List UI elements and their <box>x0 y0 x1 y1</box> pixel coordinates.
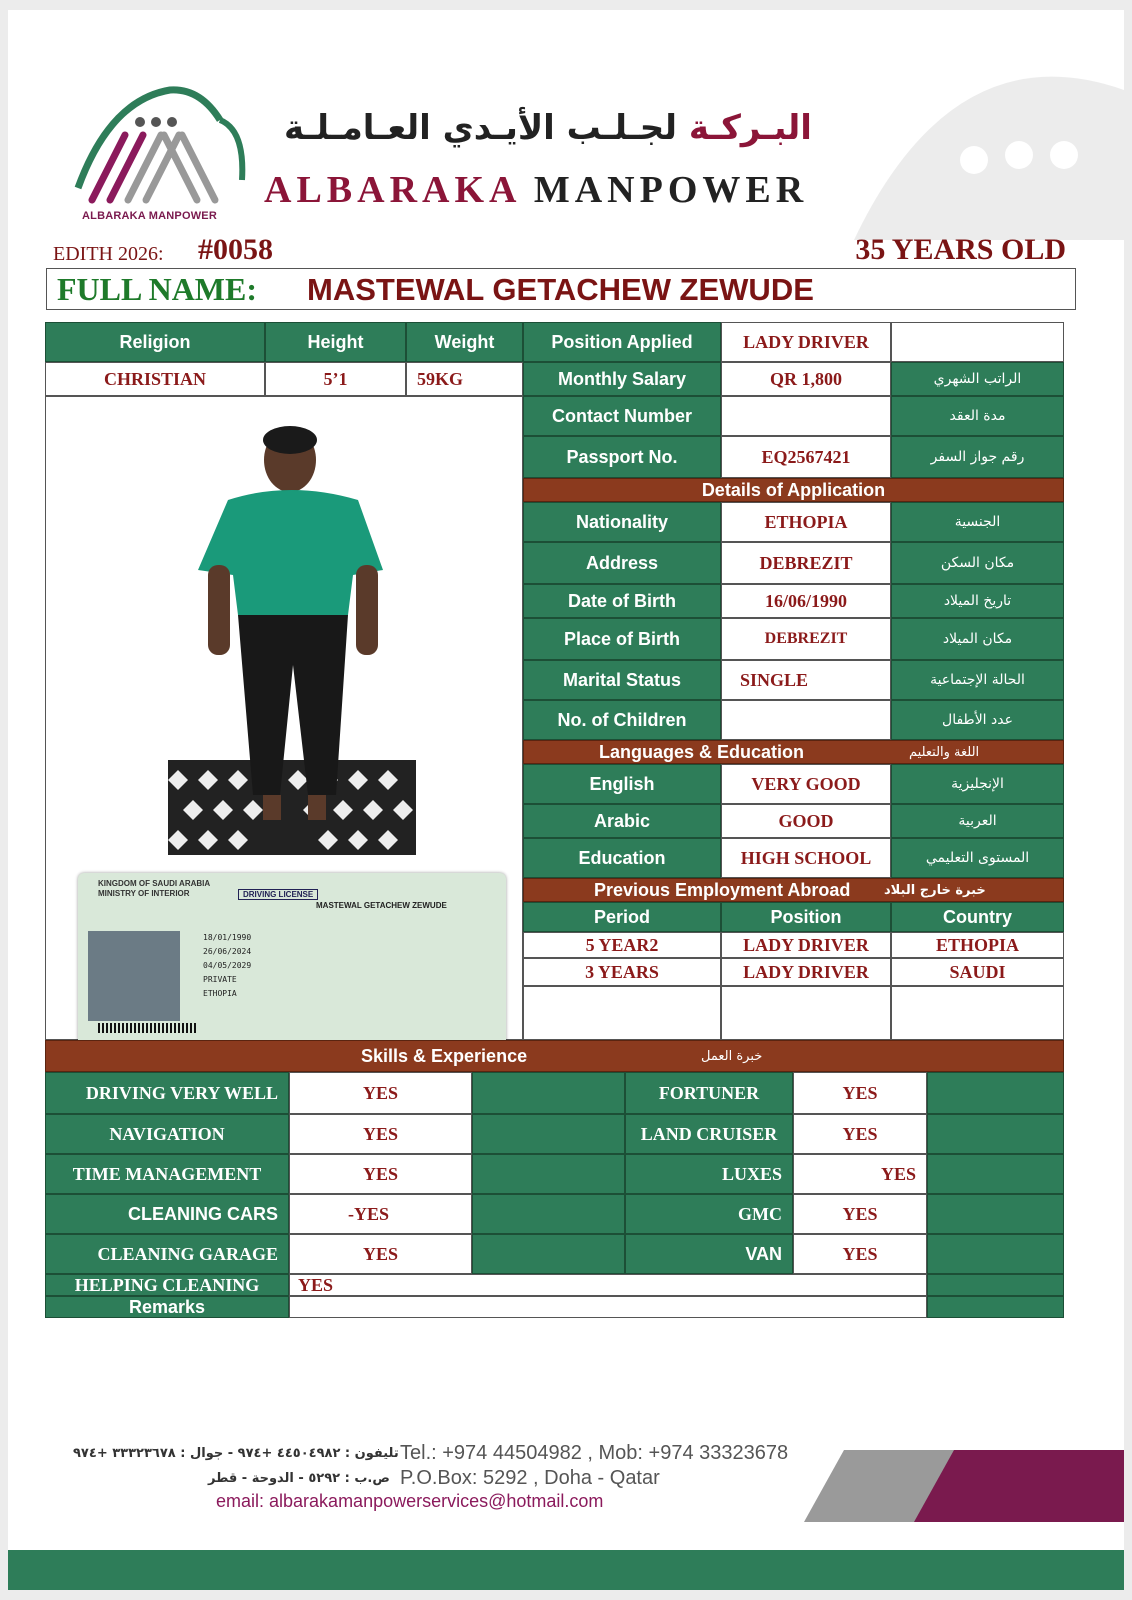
skill-spacer <box>472 1154 625 1194</box>
skill-navigation-label: NAVIGATION <box>45 1114 289 1154</box>
skill-cleaning-cars-label: CLEANING CARS <box>45 1194 289 1234</box>
marital-status-label: Marital Status <box>523 660 721 700</box>
skill-land-cruiser-value: YES <box>793 1114 927 1154</box>
skill-spacer <box>472 1114 625 1154</box>
employment-row-1-country: ETHOPIA <box>891 932 1064 958</box>
skill-van-label: VAN <box>625 1234 793 1274</box>
skill-driving-value: YES <box>289 1072 472 1114</box>
passport-arabic: رقم جواز السفر <box>891 436 1064 478</box>
contact-number-label: Contact Number <box>523 396 721 436</box>
skill-time-management-label: TIME MANAGEMENT <box>45 1154 289 1194</box>
license-holder-name: MASTEWAL GETACHEW ZEWUDE <box>316 901 447 910</box>
license-kingdom: KINGDOM OF SAUDI ARABIA MINISTRY OF INTERIOR <box>98 879 211 898</box>
skill-fortuner-label: FORTUNER <box>625 1072 793 1114</box>
height-value: 5’1 <box>265 362 406 396</box>
employment-empty-cell <box>721 986 891 1040</box>
date-of-birth-arabic: تاريخ الميلاد <box>891 584 1064 618</box>
previous-employment-bar <box>523 878 1064 902</box>
weight-header: Weight <box>406 322 523 362</box>
address-arabic: مكان السكن <box>891 542 1064 584</box>
full-name-box <box>46 268 1076 310</box>
nationality-value: ETHOPIA <box>721 502 891 542</box>
education-arabic: المستوى التعليمي <box>891 838 1064 878</box>
education-label: Education <box>523 838 721 878</box>
previous-employment-title: Previous Employment Abroad <box>594 879 851 900</box>
monthly-salary-label: Monthly Salary <box>523 362 721 396</box>
footer-pobox: P.O.Box: 5292 , Doha - Qatar <box>400 1467 660 1489</box>
religion-header: Religion <box>45 322 265 362</box>
skill-fortuner-value: YES <box>793 1072 927 1114</box>
previous-employment-title-arabic: خبرة خارج البلاد <box>884 882 986 898</box>
employment-empty-cell <box>523 986 721 1040</box>
skill-gmc-value: YES <box>793 1194 927 1234</box>
footer-phone: Tel.: +974 44504982 , Mob: +974 33323678 <box>400 1442 789 1464</box>
skill-spacer <box>472 1072 625 1114</box>
details-of-application-bar: Details of Application <box>523 478 1064 502</box>
position-applied-label: Position Applied <box>523 322 721 362</box>
brand-ar-part1: البـركـة <box>688 108 812 148</box>
skill-spacer <box>927 1072 1064 1114</box>
education-value: HIGH SCHOOL <box>721 838 891 878</box>
english-label: English <box>523 764 721 804</box>
skill-spacer <box>927 1154 1064 1194</box>
employment-row-2-position: LADY DRIVER <box>721 958 891 986</box>
remarks-value <box>289 1296 927 1318</box>
address-value: DEBREZIT <box>721 542 891 584</box>
languages-education-title-arabic: اللغة والتعليم <box>909 744 980 760</box>
place-of-birth-label: Place of Birth <box>523 618 721 660</box>
date-of-birth-value: 16/06/1990 <box>721 584 891 618</box>
skill-helping-cleaning-value: YES <box>289 1274 927 1296</box>
height-header: Height <box>265 322 406 362</box>
skill-cleaning-garage-value: YES <box>289 1234 472 1274</box>
employment-row-2-country: SAUDI <box>891 958 1064 986</box>
nationality-arabic: الجنسية <box>891 502 1064 542</box>
employment-row-2-period: 3 YEARS <box>523 958 721 986</box>
arabic-arabic: العربية <box>891 804 1064 838</box>
country-header: Country <box>891 902 1064 932</box>
skill-spacer <box>927 1194 1064 1234</box>
passport-label: Passport No. <box>523 436 721 478</box>
weight-value: 59KG <box>406 362 523 396</box>
position-applied-arabic-empty <box>891 322 1064 362</box>
marital-status-value: SINGLE <box>721 660 891 700</box>
contact-number-arabic: مدة العقد <box>891 396 1064 436</box>
footer-band <box>8 1550 1124 1590</box>
skill-van-value: YES <box>793 1234 927 1274</box>
employment-empty-cell <box>891 986 1064 1040</box>
age-label: 35 YEARS OLD <box>855 233 1066 266</box>
monthly-salary-arabic: الراتب الشهري <box>891 362 1064 396</box>
skill-spacer <box>927 1114 1064 1154</box>
brand-name-arabic <box>258 108 838 148</box>
position-header: Position <box>721 902 891 932</box>
footer-decoration <box>804 1450 1124 1522</box>
nationality-label: Nationality <box>523 502 721 542</box>
license-barcode-icon <box>98 1023 198 1033</box>
candidate-photo <box>168 425 416 855</box>
albaraka-logo-icon <box>70 80 250 230</box>
children-arabic: عدد الأطفال <box>891 700 1064 740</box>
skill-spacer <box>927 1274 1064 1296</box>
footer-pobox-arabic: ص.ب : ٥٢٩٢ - الدوحة - قطر <box>208 1471 390 1486</box>
remarks-label: Remarks <box>45 1296 289 1318</box>
skill-gmc-label: GMC <box>625 1194 793 1234</box>
brand-en-part1: ALBARAKA <box>264 169 520 211</box>
marital-status-arabic: الحالة الإجتماعية <box>891 660 1064 700</box>
skill-spacer <box>472 1194 625 1234</box>
full-name-value: MASTEWAL GETACHEW ZEWUDE <box>307 272 814 307</box>
skill-luxes-value: YES <box>793 1154 927 1194</box>
contact-number-value <box>721 396 891 436</box>
brand-en-part2: MANPOWER <box>533 169 809 211</box>
english-arabic: الإنجليزية <box>891 764 1064 804</box>
edition-label: EDITH 2026: <box>53 243 164 265</box>
languages-education-title: Languages & Education <box>599 741 805 762</box>
cv-sheet <box>8 10 1124 1590</box>
brand-name-english <box>264 168 808 212</box>
english-value: VERY GOOD <box>721 764 891 804</box>
skill-cleaning-garage-label: CLEANING GARAGE <box>45 1234 289 1274</box>
skill-time-management-value: YES <box>289 1154 472 1194</box>
employment-row-1-position: LADY DRIVER <box>721 932 891 958</box>
address-label: Address <box>523 542 721 584</box>
logo-caption: ALBARAKA MANPOWER <box>82 210 217 222</box>
period-header: Period <box>523 902 721 932</box>
position-applied-value: LADY DRIVER <box>721 322 891 362</box>
arabic-value: GOOD <box>721 804 891 838</box>
skills-experience-title: Skills & Experience <box>361 1045 528 1066</box>
monthly-salary-value: QR 1,800 <box>721 362 891 396</box>
place-of-birth-arabic: مكان الميلاد <box>891 618 1064 660</box>
brand-ar-part2: لجـلـب الأيـدي العـامـلـة <box>284 108 678 148</box>
skills-experience-bar <box>45 1040 1064 1072</box>
license-details: 18/01/1990 26/06/2024 04/05/2029 PRIVATE ETHOPIA <box>203 933 252 998</box>
skill-navigation-value: YES <box>289 1114 472 1154</box>
reference-number: #0058 <box>198 233 273 266</box>
skills-experience-title-arabic: خبرة العمل <box>701 1048 763 1064</box>
skill-cleaning-cars-value: -YES <box>289 1194 472 1234</box>
children-value <box>721 700 891 740</box>
arabic-label: Arabic <box>523 804 721 838</box>
driving-license-image <box>78 873 506 1048</box>
languages-education-bar <box>523 740 1064 764</box>
skill-spacer <box>472 1234 625 1274</box>
footer-email: email: albarakamanpowerservices@hotmail.com <box>216 1491 604 1511</box>
footer-phone-arabic: تليفون : ٤٤٥٠٤٩٨٢ +٩٧٤ - جوال : ٣٣٣٢٣٦٧٨ +٩٧٤ <box>73 1446 399 1461</box>
skill-luxes-label: LUXES <box>625 1154 793 1194</box>
license-title: DRIVING LICENSE <box>238 889 318 900</box>
skill-land-cruiser-label: LAND CRUISER <box>625 1114 793 1154</box>
skill-driving-label: DRIVING VERY WELL <box>45 1072 289 1114</box>
children-label: No. of Children <box>523 700 721 740</box>
employment-row-1-period: 5 YEAR2 <box>523 932 721 958</box>
skill-spacer <box>927 1296 1064 1318</box>
full-name-label: FULL NAME: <box>57 271 257 307</box>
place-of-birth-value: DEBREZIT <box>721 618 891 660</box>
license-holder-photo <box>88 931 180 1021</box>
passport-value: EQ2567421 <box>721 436 891 478</box>
date-of-birth-label: Date of Birth <box>523 584 721 618</box>
skill-helping-cleaning-label: HELPING CLEANING <box>45 1274 289 1296</box>
religion-value: CHRISTIAN <box>45 362 265 396</box>
skill-spacer <box>927 1234 1064 1274</box>
watermark-logo-graphic <box>834 50 1124 240</box>
